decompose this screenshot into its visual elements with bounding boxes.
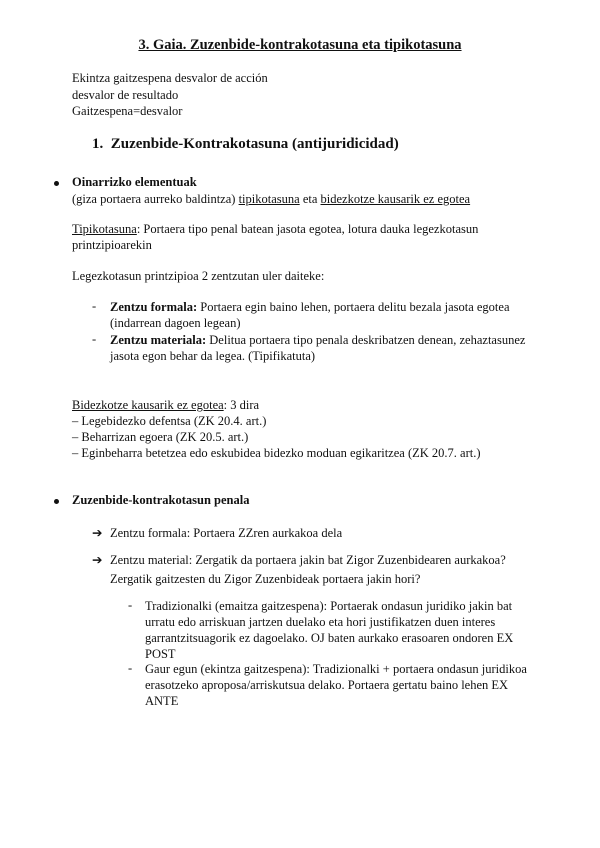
heading-1-text: Zuzenbide-Kontrakotasuna (antijuridicidad) [110, 136, 399, 152]
tradizionalki-line-3: garrantzitsuagorik ez dagoelako. OJ baten aurkako erasoaren ondoren EX [145, 631, 514, 645]
elements-line [72, 191, 470, 207]
elements-line-pre: (giza portaera aurreko baldintza) [72, 192, 236, 206]
elements-line-mid: eta [302, 192, 318, 206]
arrow-right-icon: ➔ [92, 553, 103, 567]
formala-label: Zentzu formala: [110, 300, 198, 314]
tradizionalki-line-2: urratu edo arriskuan jartzen duelako eta hori justifikatzen duen interes [145, 615, 496, 629]
cause-item: – Legebidezko defentsa (ZK 20.4. art.) [72, 414, 267, 428]
arrow-right-icon: ➔ [92, 526, 103, 540]
arrow-item-material-1: Zentzu material: Zergatik da portaera jakin bat Zigor Zuzenbidearen aurkakoa? [110, 553, 506, 567]
bullet-dot-icon [54, 181, 59, 186]
cause-item: – Beharrizan egoera (ZK 20.5. art.) [72, 430, 249, 444]
intro-line-3: Gaitzespena=desvalor [72, 104, 183, 118]
materiala-text-2: jasota egon behar da legea. (Tipifikatuta) [110, 349, 316, 363]
formala-line-1 [110, 299, 510, 315]
document-title: 3. Gaia. Zuzenbide-kontrakotasuna eta tipikotasuna [138, 37, 462, 53]
cause-item: – Eginbeharra betetzea edo eskubidea bidezko moduan egikaritzea (ZK 20.7. art.) [72, 446, 481, 460]
gaur-egun-line-3: ANTE [145, 694, 179, 708]
heading-1 [92, 136, 399, 153]
elements-line-bidezkotze: bidezkotze kausarik ez egotea [320, 192, 471, 206]
tipikotasuna-text-2: printzipioarekin [72, 238, 152, 252]
arrow-item-formala: Zentzu formala: Portaera ZZren aurkakoa dela [110, 526, 343, 540]
gaur-egun-line-2: erasotzeko aproposa/arriskutsua delako. Portaera gertatu baino lehen EX [145, 678, 509, 692]
intro-line-2: desvalor de resultado [72, 88, 179, 102]
formala-text-2: (indarrean dagoen legean) [110, 316, 241, 330]
tipikotasuna-label: Tipikotasuna [72, 222, 137, 236]
bidezkotze-count: : 3 dira [223, 398, 260, 412]
section-penala-title: Zuzenbide-kontrakotasun penala [72, 493, 250, 507]
tipikotasuna-text-1: : Portaera tipo penal batean jasota egotea, lotura dauka legezkotasun [136, 222, 479, 236]
formala-text-1: Portaera egin baino lehen, portaera delitu bezala jasota egotea [197, 300, 510, 314]
tipikotasuna-line-1 [72, 221, 478, 237]
gaur-egun-line-1: Gaur egun (ekintza gaitzespena): Tradizionalki + portaera ondasun juridikoa [145, 662, 527, 676]
arrow-item-material-2: Zergatik gaitzesten du Zigor Zuzenbideak portaera jakin hori? [110, 572, 421, 586]
bidezkotze-label: Bidezkotze kausarik ez egotea [72, 398, 224, 412]
dash-marker: - [92, 299, 97, 313]
elements-line-tipikotasuna: tipikotasuna [238, 192, 300, 206]
dash-marker: - [128, 661, 133, 675]
materiala-line-1 [110, 332, 525, 348]
intro-line-1: Ekintza gaitzespena desvalor de acción [72, 71, 268, 85]
materiala-text-1: Delitua portaera tipo penala deskribatzen denean, zehaztasunez [206, 333, 526, 347]
heading-1-number: 1. [92, 136, 104, 152]
legezkotasun-text: Legezkotasun printzipioa 2 zentzutan uler daiteke: [72, 269, 325, 283]
materiala-label: Zentzu materiala: [110, 333, 207, 347]
tradizionalki-line-4: POST [145, 647, 176, 661]
section-elements-title: Oinarrizko elementuak [72, 175, 197, 189]
bidezkotze-line [72, 397, 259, 413]
dash-marker: - [128, 598, 133, 612]
tradizionalki-line-1: Tradizionalki (emaitza gaitzespena): Portaerak ondasun juridiko jakin bat [145, 599, 513, 613]
bullet-dot-icon [54, 499, 59, 504]
dash-marker: - [92, 332, 97, 346]
